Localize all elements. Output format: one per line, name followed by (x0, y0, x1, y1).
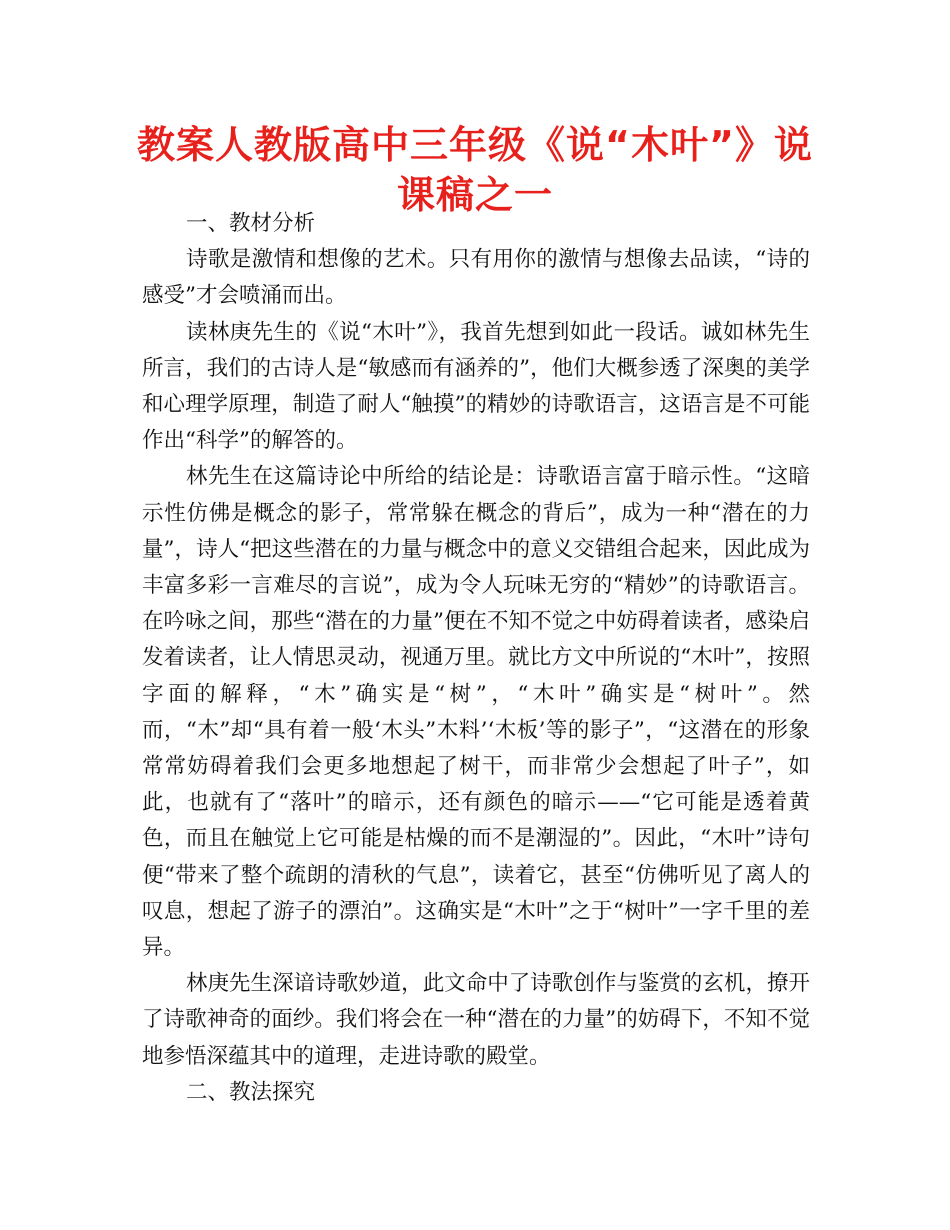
paragraph: 诗歌是激情和想像的艺术。只有用你的激情与想像去品读，“诗的感受”才会喷涌而出。 (142, 247, 810, 309)
title-line-1: 教案人教版高中三年级《说“木叶”》说 (137, 123, 813, 167)
paragraph: 林先生在这篇诗论中所给的结论是：诗歌语言富于暗示性。“这暗示性仿佛是概念的影子，常常躲在概念的背后”，成为一种“潜在的力量”，诗人“把这些潜在的力量与概念中的意义交错组合起来，因此成为丰富多彩一言难尽的言说”，成为令人玩味无穷的“精妙”的诗歌语言。在吟咏之间，那些“潜在的力量”便在不知不觉之中妨碍着读者，感染启发着读者，让人情思灵动，视通万里。就比方文中所说的“木叶”，按照字面的解释，“木”确实是“树”，“木叶”确实是“树叶”。然而，“木”却“具有着一般‘木头”木料’‘木板’等的影子”，“这潜在的形象常常妨碍着我们会更多地想起了树干，而非常少会想起了叶子”，如此，也就有了“落叶”的暗示，还有颜色的暗示——“它可能是透着黄色，而且在触觉上它可能是枯燥的而不是潮湿的”。因此，“木叶”诗句便“带来了整个疏朗的清秋的气息”，读着它，甚至“仿佛听见了离人的叹息，想起了游子的漂泊”。这确实是“木叶”之于“树叶”一字千里的差异。 (142, 464, 810, 961)
paragraph: 林庚先生深谙诗歌妙道，此文命中了诗歌创作与鉴赏的玄机，撩开了诗歌神奇的面纱。我们将会在一种“潜在的力量”的妨碍下，不知不觉地参悟深蕴其中的道理，走进诗歌的殿堂。 (142, 971, 810, 1069)
section-heading-textbook-analysis: 一、教材分析 (186, 211, 316, 236)
paragraph: 读林庚先生的《说“木叶”》，我首先想到如此一段话。诚如林先生所言，我们的古诗人是“敏感而有涵养的”，他们大概参透了深奥的美学和心理学原理，制造了耐人“触摸”的精妙的诗歌语言，这语言是不可能作出“科学”的解答的。 (142, 319, 810, 454)
document-title (100, 120, 850, 220)
title-line-2: 课稿之一 (396, 173, 553, 217)
document-body (142, 206, 810, 1111)
section-heading-teaching-methods: 二、教法探究 (186, 1079, 316, 1105)
